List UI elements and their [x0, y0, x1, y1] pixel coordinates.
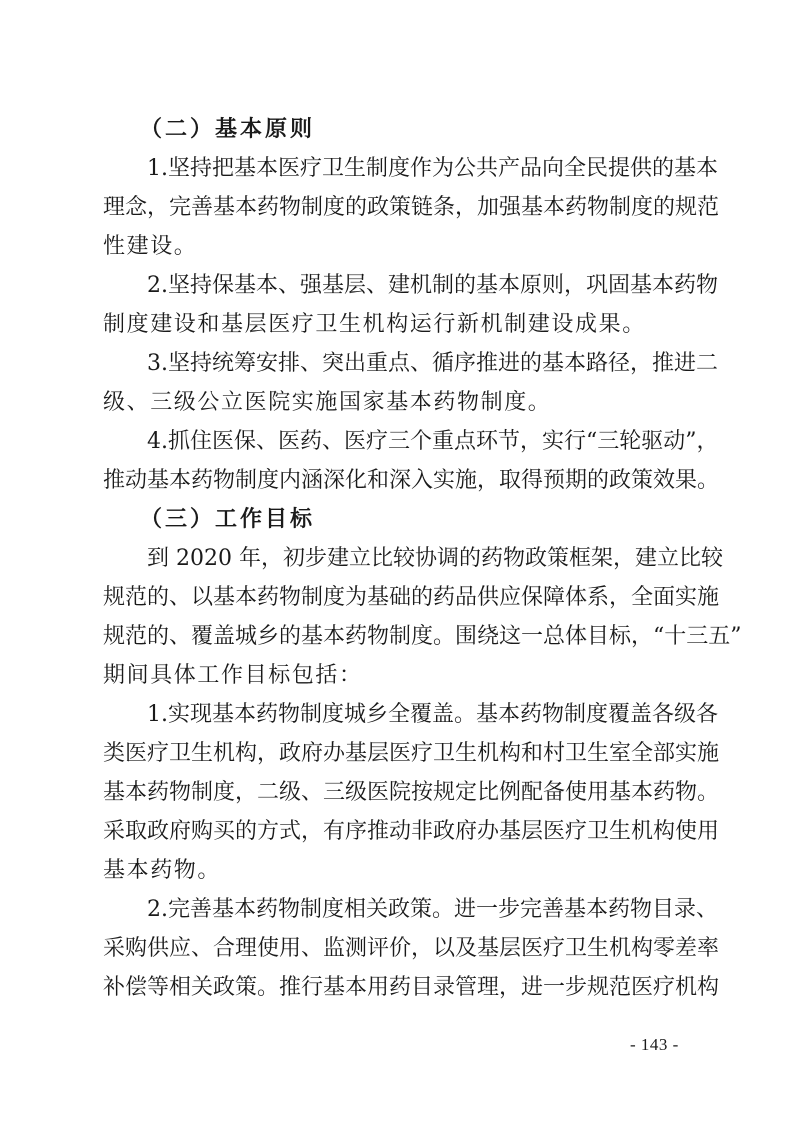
paragraph-line: 级、三级公立医院实施国家基本药物制度。 — [103, 390, 552, 415]
paragraph-line: 补偿等相关政策。推行基本用药目录管理，进一步规范医疗机构 — [103, 975, 720, 1000]
paragraph-line: 制度建设和基层医疗卫生机构运行新机制建设成果。 — [103, 312, 646, 337]
paragraph-line: 到 2020 年，初步建立比较协调的药物政策框架，建立比较 — [147, 546, 723, 571]
section-heading-principles: （二）基本原则 — [140, 117, 316, 142]
paragraph-line: 推动基本药物制度内涵深化和深入实施，取得预期的政策效果。 — [103, 468, 720, 493]
paragraph-line: 性建设。 — [103, 234, 198, 259]
paragraph-line: 3.坚持统筹安排、突出重点、循序推进的基本路径，推进二 — [147, 351, 718, 376]
paragraph-line: 理念，完善基本药物制度的政策链条，加强基本药物制度的规范 — [103, 195, 720, 220]
page-number: - 143 - — [630, 1035, 679, 1054]
paragraph-line: 2.完善基本药物制度相关政策。进一步完善基本药物目录、 — [147, 897, 718, 922]
paragraph-line: 类医疗卫生机构，政府办基层医疗卫生机构和村卫生室全部实施 — [103, 741, 720, 766]
paragraph-line: 基本药物制度，二级、三级医院按规定比例配备使用基本药物。 — [103, 780, 720, 805]
paragraph-line: 采购供应、合理使用、监测评价，以及基层医疗卫生机构零差率 — [103, 936, 720, 961]
paragraph-line: 4.抓住医保、医药、医疗三个重点环节，实行“三轮驱动”， — [147, 429, 719, 454]
paragraph-line: 1.坚持把基本医疗卫生制度作为公共产品向全民提供的基本 — [147, 156, 718, 181]
paragraph-line: 规范的、以基本药物制度为基础的药品供应保障体系，全面实施 — [103, 585, 720, 610]
paragraph-line: 1.实现基本药物制度城乡全覆盖。基本药物制度覆盖各级各 — [147, 702, 718, 727]
section-heading-goals: （三）工作目标 — [140, 507, 316, 532]
paragraph-line: 2.坚持保基本、强基层、建机制的基本原则，巩固基本药物 — [147, 273, 718, 298]
paragraph-line: 期间具体工作目标包括： — [103, 663, 363, 688]
paragraph-line: 规范的、覆盖城乡的基本药物制度。围绕这一总体目标，“十三五” — [103, 624, 742, 649]
paragraph-line: 基本药物。 — [103, 858, 222, 883]
paragraph-line: 采取政府购买的方式，有序推动非政府办基层医疗卫生机构使用 — [103, 819, 720, 844]
